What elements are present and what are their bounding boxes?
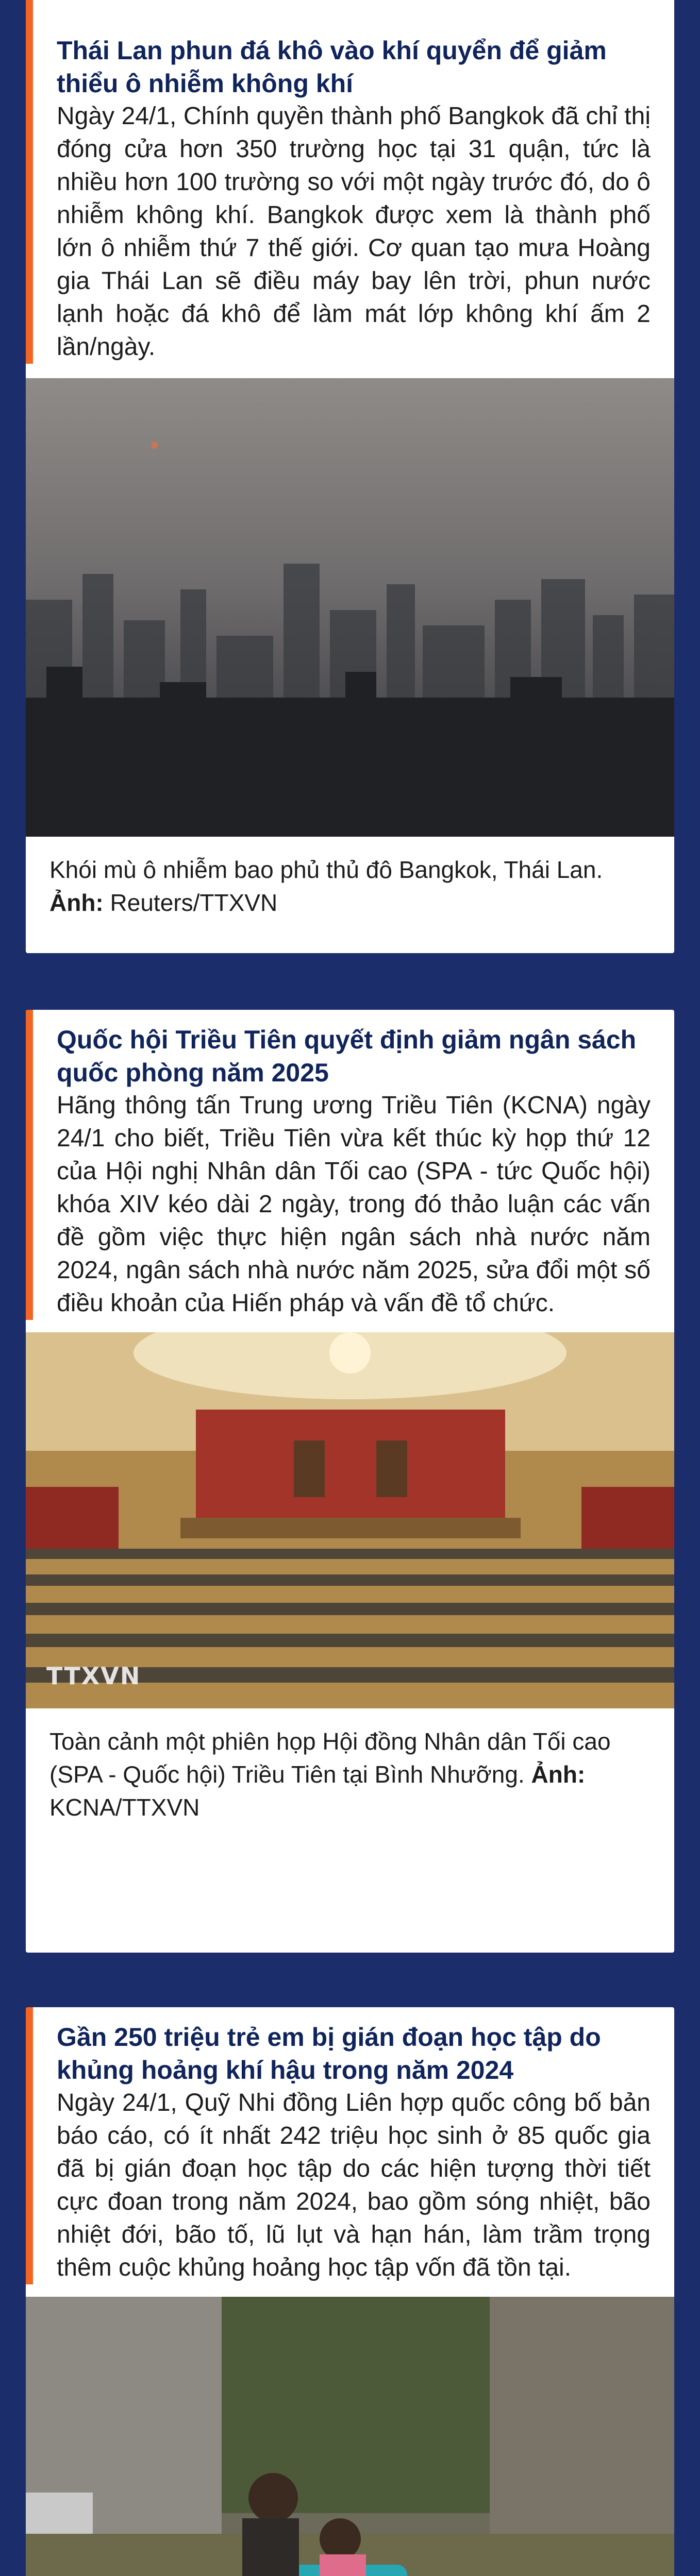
article-card-1 (26, 0, 674, 953)
article-header (26, 2007, 674, 2284)
credit-source: Reuters/TTXVN (110, 889, 278, 916)
photo-caption (26, 837, 674, 940)
credit-label: Ảnh: (49, 889, 104, 916)
article-title: Gần 250 triệu trẻ em bị gián đoạn học tập do khủng hoảng khí hậu trong năm 2024 (57, 2023, 601, 2084)
article-body: Hãng thông tấn Trung ương Triều Tiên (KCNA) ngày 24/1 cho biết, Triều Tiên vừa kết thúc kỳ họp thứ 12 của Hội nghị Nhân dân Tối cao (SPA - tức Quốc hội) khóa XIV kéo dài 2 ngày, trong đó thảo luận các vấn đề gồm việc thực hiện ngân sách nhà nước năm 2024, ngân sách nhà nước năm 2025, sửa đổi một số điều khoản của Hiến pháp và vấn đề tổ chức. (57, 1092, 651, 1317)
article-photo-assembly (26, 1332, 674, 1708)
article-card-3 (26, 2007, 674, 2576)
article-title: Quốc hội Triều Tiên quyết định giảm ngân sách quốc phòng năm 2025 (57, 1025, 637, 1087)
article-body: Ngày 24/1, Quỹ Nhi đồng Liên hợp quốc công bố bản báo cáo, có ít nhất 242 triệu học sinh ở 85 quốc gia đã bị gián đoạn học tập do các hiện tượng thời tiết cực đoan trong năm 2024, bao gồm sóng nhiệt, bão nhiệt đới, bão tố, lũ lụt và hạn hán, làm trầm trọng thêm cuộc khủng hoảng học tập vốn đã tồn tại. (57, 2089, 651, 2281)
article-header (26, 0, 674, 364)
caption-text: Toàn cảnh một phiên họp Hội đồng Nhân dân Tối cao (SPA - Quốc hội) Triều Tiên tại Bình Nhưỡng. (49, 1728, 611, 1788)
article-card-2 (26, 1010, 674, 1953)
article-photo-smog (26, 378, 674, 837)
article-header (26, 1010, 674, 1320)
credit-source: KCNA/TTXVN (49, 1794, 200, 1821)
article-body: Ngày 24/1, Chính quyền thành phố Bangkok đã chỉ thị đóng cửa hơn 350 trường học tại 31 quận, tức là nhiều hơn 100 trường so với một ngày trước đó, do ô nhiễm không khí. Bangkok được xem là thành phố lớn ô nhiễm thứ 7 thế giới. Cơ quan tạo mưa Hoàng gia Thái Lan sẽ điều máy bay lên trời, phun nước lạnh hoặc đá khô để làm mát lớp không khí ấm 2 lần/ngày. (57, 103, 651, 361)
photo-caption (26, 1708, 674, 1844)
credit-label: Ảnh: (531, 1761, 586, 1788)
article-title: Thái Lan phun đá khô vào khí quyển để giảm thiểu ô nhiễm không khí (57, 36, 607, 98)
caption-text: Khói mù ô nhiễm bao phủ thủ đô Bangkok, Thái Lan. (49, 856, 603, 883)
watermark: TTXVN (46, 1662, 141, 1690)
article-photo-flood (26, 2297, 674, 2576)
